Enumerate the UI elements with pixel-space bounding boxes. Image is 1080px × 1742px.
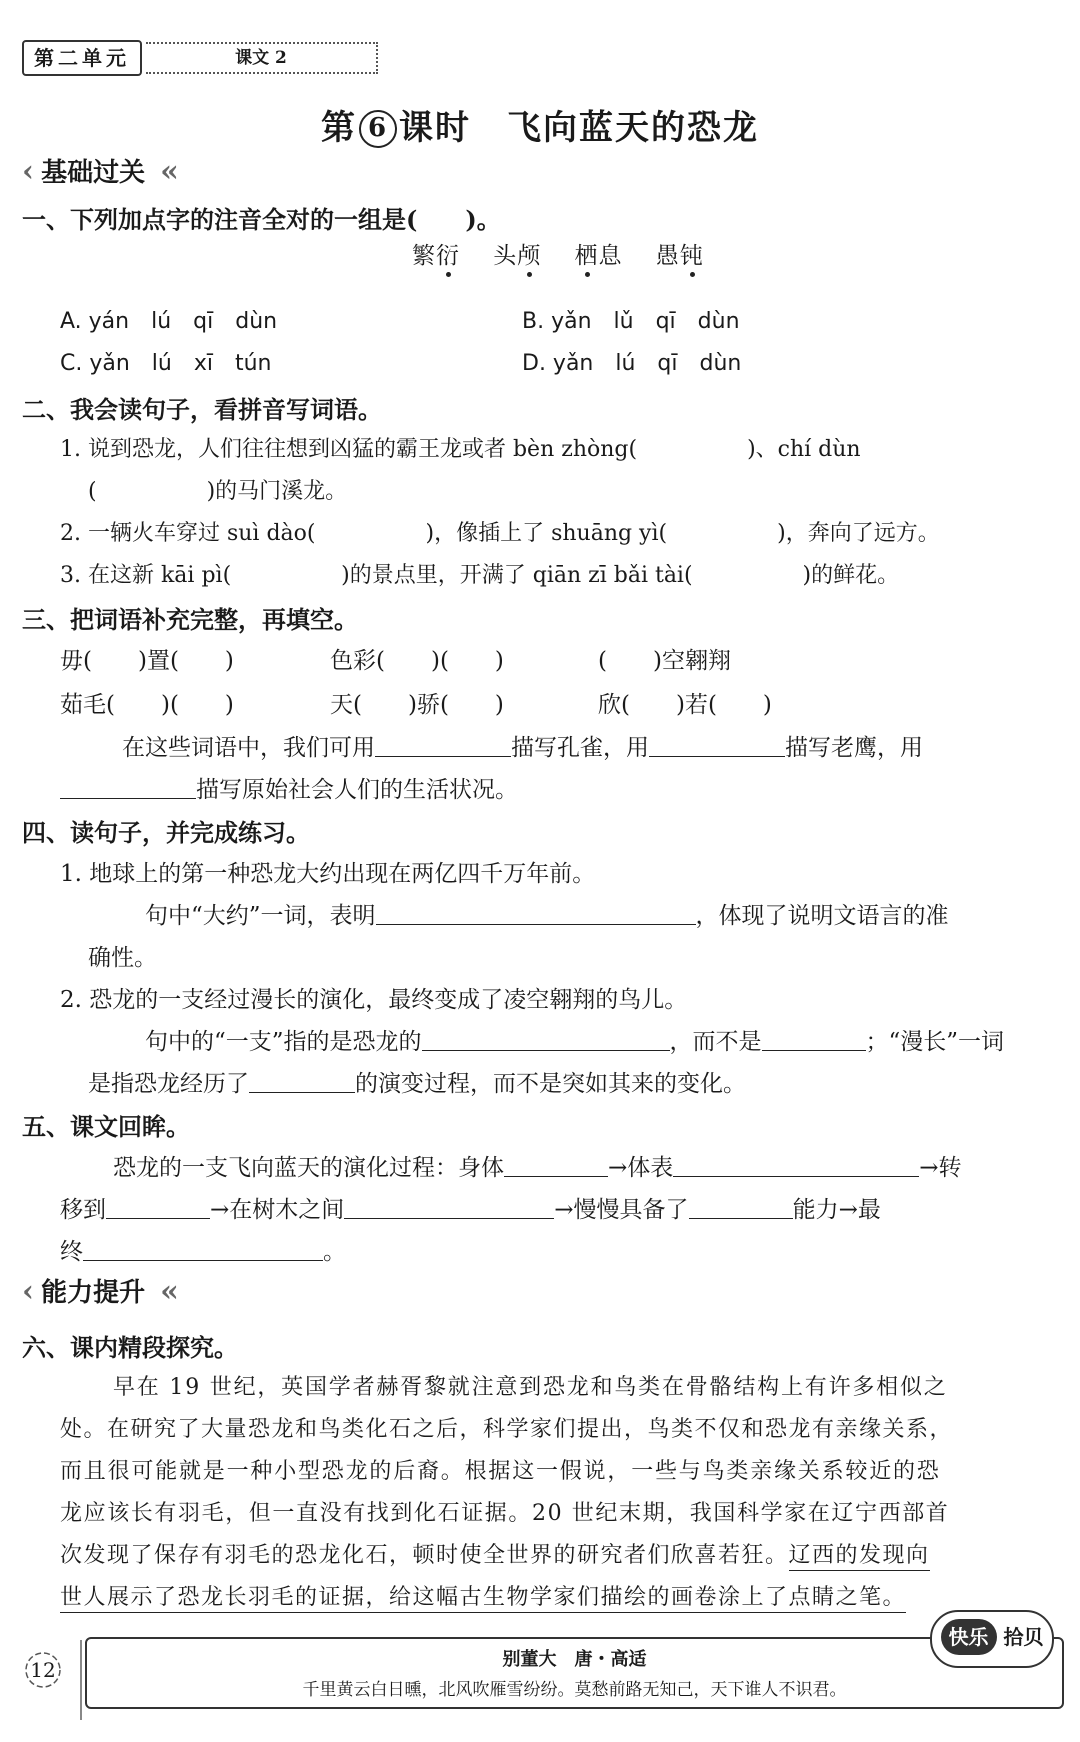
page-number-text: 12 — [30, 1658, 56, 1682]
q2-sentence-3: 3. 在这新 kāi pì( )的景点里，开满了 qiān zī bǎi tài( )的鲜花。 — [60, 563, 900, 588]
q4-text: ，体现了说明文语言的准 — [695, 903, 949, 929]
title-text: 课时 飞向蓝天的恐龙 — [399, 108, 759, 148]
page-title — [0, 100, 1080, 149]
section-advance-label: 能力提升 — [41, 1278, 146, 1308]
q6-passage-line — [60, 1580, 906, 1611]
answer-blank[interactable] — [106, 1198, 210, 1219]
q1-word: 愚 — [655, 243, 680, 269]
q1-dotted-char: 栖 — [575, 237, 599, 270]
q1-option-d: D. yǎn lú qī dùn — [522, 351, 742, 376]
q1-dotted-char: 钝 — [680, 237, 704, 270]
title-prefix: 第 — [321, 108, 357, 148]
page-number — [18, 1645, 68, 1695]
answer-blank[interactable] — [60, 778, 196, 799]
q5-text: 恐龙的一支飞向蓝天的演化过程：身体 — [113, 1155, 504, 1181]
q5-text: 能力→最 — [792, 1197, 881, 1223]
answer-blank[interactable] — [689, 1198, 793, 1219]
q6-underlined-sentence: 世人展示了恐龙长羽毛的证据，给这幅古生物学家们描绘的画卷涂上了点睛之笔。 — [60, 1585, 906, 1613]
q1-word: 息 — [598, 243, 623, 269]
q3-idiom: 欣( )若( ) — [598, 692, 772, 718]
q4-question-1-cont: 确性。 — [88, 945, 157, 971]
double-chevron-left-icon: « — [160, 1274, 171, 1309]
q1-word: 繁 — [412, 243, 436, 269]
logo-text-b: 拾贝 — [1003, 1625, 1044, 1649]
poem-title: 别董大 唐・高适 — [502, 1649, 647, 1670]
double-chevron-left-icon: « — [160, 154, 171, 189]
q1-option-c: C. yǎn lú xī tún — [60, 351, 272, 376]
logo-text-a: 快乐 — [941, 1619, 997, 1655]
poem-box — [85, 1637, 1064, 1709]
q4-text: ，而不是 — [669, 1029, 762, 1055]
q1-option-b: B. yǎn lǔ qī dùn — [522, 309, 740, 334]
q6-heading: 六、课内精段探究。 — [22, 1333, 238, 1362]
q5-text: 移到 — [60, 1197, 106, 1223]
section-basic-banner — [22, 152, 171, 192]
q1-word: 头 — [493, 243, 518, 269]
q2-sentence-2: 2. 一辆火车穿过 suì dào( )，像插上了 shuāng yì( )，奔向了远方。 — [60, 521, 940, 546]
q6-passage-text: 次发现了保存有羽毛的恐龙化石，顿时使全世界的研究者们欣喜若狂。 — [60, 1543, 789, 1568]
q5-text: →慢慢具备了 — [554, 1197, 689, 1223]
q3-fill-text: 描写原始社会人们的生活状况。 — [196, 777, 518, 803]
answer-blank[interactable] — [83, 1240, 323, 1261]
q6-passage-line: 处。在研究了大量恐龙和鸟类化石之后，科学家们提出，鸟类不仅和恐龙有亲缘关系， — [60, 1417, 954, 1442]
answer-blank[interactable] — [504, 1156, 608, 1177]
answer-blank[interactable] — [375, 736, 511, 757]
q6-passage-line: 龙应该长有羽毛，但一直没有找到化石证据。20 世纪末期，我国科学家在辽宁西部首 — [60, 1501, 950, 1526]
q4-question-2 — [145, 1023, 1004, 1056]
answer-blank[interactable] — [422, 1030, 670, 1051]
answer-blank[interactable] — [344, 1198, 554, 1219]
q3-heading: 三、把词语补充完整，再填空。 — [22, 605, 358, 634]
q3-fill-text: 在这些词语中，我们可用 — [122, 735, 375, 761]
q1-dotted-char: 颅 — [517, 237, 541, 270]
q4-text: 句中的“一支”指的是恐龙的 — [145, 1029, 422, 1055]
lesson-tag: 课文 2 — [146, 42, 378, 74]
q4-sentence-1: 1. 地球上的第一种恐龙大约出现在两亿四千万年前。 — [60, 861, 596, 887]
q3-fill-text: 描写孔雀，用 — [511, 735, 649, 761]
poem-text: 千里黄云白日曛，北风吹雁雪纷纷。莫愁前路无知己，天下谁人不识君。 — [302, 1680, 847, 1700]
q4-sentence-2: 2. 恐龙的一支经过漫长的演化，最终变成了凌空翱翔的鸟儿。 — [60, 987, 688, 1013]
unit-tag: 第二单元 — [22, 40, 142, 76]
q4-question-1 — [145, 897, 949, 930]
q4-heading: 四、读句子，并完成练习。 — [22, 818, 310, 847]
q4-text: 是指恐龙经历了 — [88, 1071, 249, 1097]
q1-dotted-char: 衍 — [436, 237, 460, 270]
section-basic-label: 基础过关 — [41, 158, 146, 188]
q5-line-3 — [60, 1233, 346, 1266]
answer-blank[interactable] — [649, 736, 785, 757]
q6-passage-line — [60, 1538, 930, 1569]
chevron-left-icon: ‹ — [22, 154, 26, 189]
lesson-number: 6 — [359, 110, 397, 148]
q2-sentence-1: 1. 说到恐龙，人们往往想到凶猛的霸王龙或者 bèn zhòng( )、chí dùn — [60, 437, 861, 462]
logo — [930, 1610, 1054, 1668]
q2-sentence-1-cont: ( )的马门溪龙。 — [88, 479, 348, 504]
q2-heading: 二、我会读句子，看拼音写词语。 — [22, 395, 382, 424]
q1-option-a: A. yán lú qī dùn — [60, 309, 278, 334]
q4-text: 的演变过程，而不是突如其来的变化。 — [355, 1071, 746, 1097]
q1-heading: 一、下列加点字的注音全对的一组是( )。 — [22, 205, 501, 234]
q5-line-1 — [113, 1149, 962, 1182]
q3-idiom: 色彩( )( ) — [330, 648, 504, 674]
q5-text: →体表 — [608, 1155, 674, 1181]
footer-divider — [80, 1640, 82, 1720]
chevron-left-icon: ‹ — [22, 1274, 26, 1309]
answer-blank[interactable] — [762, 1030, 866, 1051]
answer-blank[interactable] — [249, 1072, 355, 1093]
q1-words — [412, 237, 704, 270]
q3-fill-line-1 — [122, 729, 923, 762]
q5-heading: 五、课文回眸。 — [22, 1112, 190, 1141]
q4-text: 句中“大约”一词，表明 — [145, 903, 376, 929]
q5-text: →转 — [919, 1155, 962, 1181]
q3-fill-text: 描写老鹰，用 — [785, 735, 923, 761]
q3-idiom: 天( )骄( ) — [330, 692, 504, 718]
q5-line-2 — [60, 1191, 881, 1224]
q4-text: ；“漫长”一词 — [865, 1029, 1005, 1055]
q5-text: →在树木之间 — [210, 1197, 345, 1223]
q4-question-2-cont — [88, 1065, 746, 1098]
q6-passage-line: 早在 19 世纪，英国学者赫胥黎就注意到恐龙和鸟类在骨骼结构上有许多相似之 — [113, 1375, 948, 1400]
q6-underlined-sentence: 辽西的发现向 — [789, 1543, 930, 1571]
q6-passage-line: 而且很可能就是一种小型恐龙的后裔。根据这一假说，一些与鸟类亲缘关系较近的恐 — [60, 1459, 941, 1484]
q3-idiom: 毋( )置( ) — [60, 648, 234, 674]
answer-blank[interactable] — [673, 1156, 919, 1177]
q3-idiom: 茹毛( )( ) — [60, 692, 234, 718]
q3-idiom: ( )空翱翔 — [598, 648, 731, 674]
q5-text: 。 — [323, 1239, 346, 1265]
q3-fill-line-2 — [60, 771, 518, 804]
answer-blank[interactable] — [376, 904, 696, 925]
q5-text: 终 — [60, 1239, 83, 1265]
section-advance-banner — [22, 1272, 171, 1312]
